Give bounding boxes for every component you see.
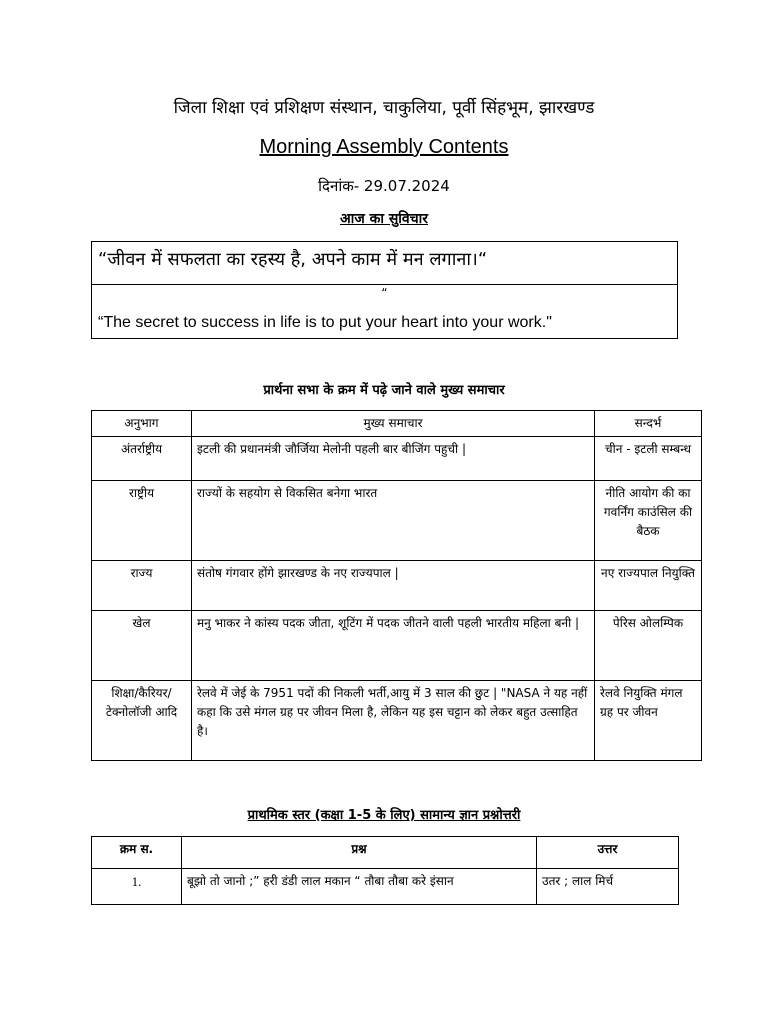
news-section: शिक्षा/कैरियर/ टेक्नोलॉजी आदि bbox=[92, 681, 192, 761]
news-col-ref: सन्दर्भ bbox=[595, 411, 702, 437]
quiz-question: बूझो तो जानो ;” हरी डंडी लाल मकान “ तौबा तौबा करे इंसान bbox=[182, 869, 537, 905]
table-row bbox=[92, 611, 702, 681]
news-section: राज्य bbox=[92, 561, 192, 611]
news-ref: रेलवे नियुक्ति मंगल ग्रह पर जीवन bbox=[595, 681, 702, 761]
table-row bbox=[92, 869, 679, 905]
news-header-row bbox=[92, 411, 702, 437]
quiz-col-answer: उत्तर bbox=[537, 837, 679, 869]
thought-box bbox=[91, 241, 678, 339]
news-ref: नीति आयोग की का गवर्निंग काउंसिल की बैठक bbox=[595, 481, 702, 561]
news-section: राष्ट्रीय bbox=[92, 481, 192, 561]
news-col-news: मुख्य समाचार bbox=[192, 411, 595, 437]
news-ref: नए राज्यपाल नियुक्ति bbox=[595, 561, 702, 611]
news-text: रेलवे में जेई के 7951 पदों की निकली भर्ती,आयु में 3 साल की छुट | "NASA ने यह नहीं कहा कि उसे मंगल ग्रह पर जीवन मिला है, लेकिन यह इस चट्टान को लेकर बहुत उत्साहित है। bbox=[192, 681, 595, 761]
news-text: राज्यों के सहयोग से विकसित बनेगा भारत bbox=[192, 481, 595, 561]
quiz-header-row bbox=[92, 837, 679, 869]
quiz-sn: 1. bbox=[92, 869, 182, 905]
news-ref: पेरिस ओलम्पिक bbox=[595, 611, 702, 681]
thought-heading: आज का सुविचार bbox=[340, 211, 428, 227]
table-row bbox=[92, 481, 702, 561]
thought-divider bbox=[92, 284, 677, 285]
table-row bbox=[92, 561, 702, 611]
quiz-heading: प्राथमिक स्तर (कक्षा 1-5 के लिए) सामान्य ज्ञान प्रश्नोत्तरी bbox=[247, 808, 521, 823]
quiz-col-question: प्रश्न bbox=[182, 837, 537, 869]
date-line: दिनांक- 29.07.2024 bbox=[318, 177, 450, 195]
quiz-answer: उतर ; लाल मिर्च bbox=[537, 869, 679, 905]
quiz-col-sn: क्रम स. bbox=[92, 837, 182, 869]
news-ref: चीन - इटली सम्बन्ध bbox=[595, 437, 702, 481]
news-heading: प्रार्थना सभा के क्रम में पढ़े जाने वाले मुख्य समाचार bbox=[263, 383, 505, 398]
institute-header: जिला शिक्षा एवं प्रशिक्षण संस्थान, चाकुलिया, पूर्वी सिंहभूम, झारखण्ड bbox=[173, 98, 595, 118]
thought-english: “The secret to success in life is to put your heart into your work." bbox=[98, 314, 552, 331]
news-section: खेल bbox=[92, 611, 192, 681]
news-text: इटली की प्रधानमंत्री जौर्जिया मेलोनी पहली बार बीजिंग पहुची | bbox=[192, 437, 595, 481]
thought-quote-mark: “ bbox=[381, 286, 388, 300]
thought-hindi: “जीवन में सफलता का रहस्य है, अपने काम में मन लगाना।“ bbox=[98, 249, 488, 270]
page-title: Morning Assembly Contents bbox=[259, 136, 509, 158]
quiz-table bbox=[91, 836, 679, 905]
table-row bbox=[92, 681, 702, 761]
news-col-section: अनुभाग bbox=[92, 411, 192, 437]
news-text: मनु भाकर ने कांस्य पदक जीता, शूटिंग में पदक जीतने वाली पहली भारतीय महिला बनी | bbox=[192, 611, 595, 681]
news-section: अंतर्राष्ट्रीय bbox=[92, 437, 192, 481]
news-table bbox=[91, 410, 702, 761]
table-row bbox=[92, 437, 702, 481]
news-text: संतोष गंगवार होंगे झारखण्ड के नए राज्यपाल | bbox=[192, 561, 595, 611]
